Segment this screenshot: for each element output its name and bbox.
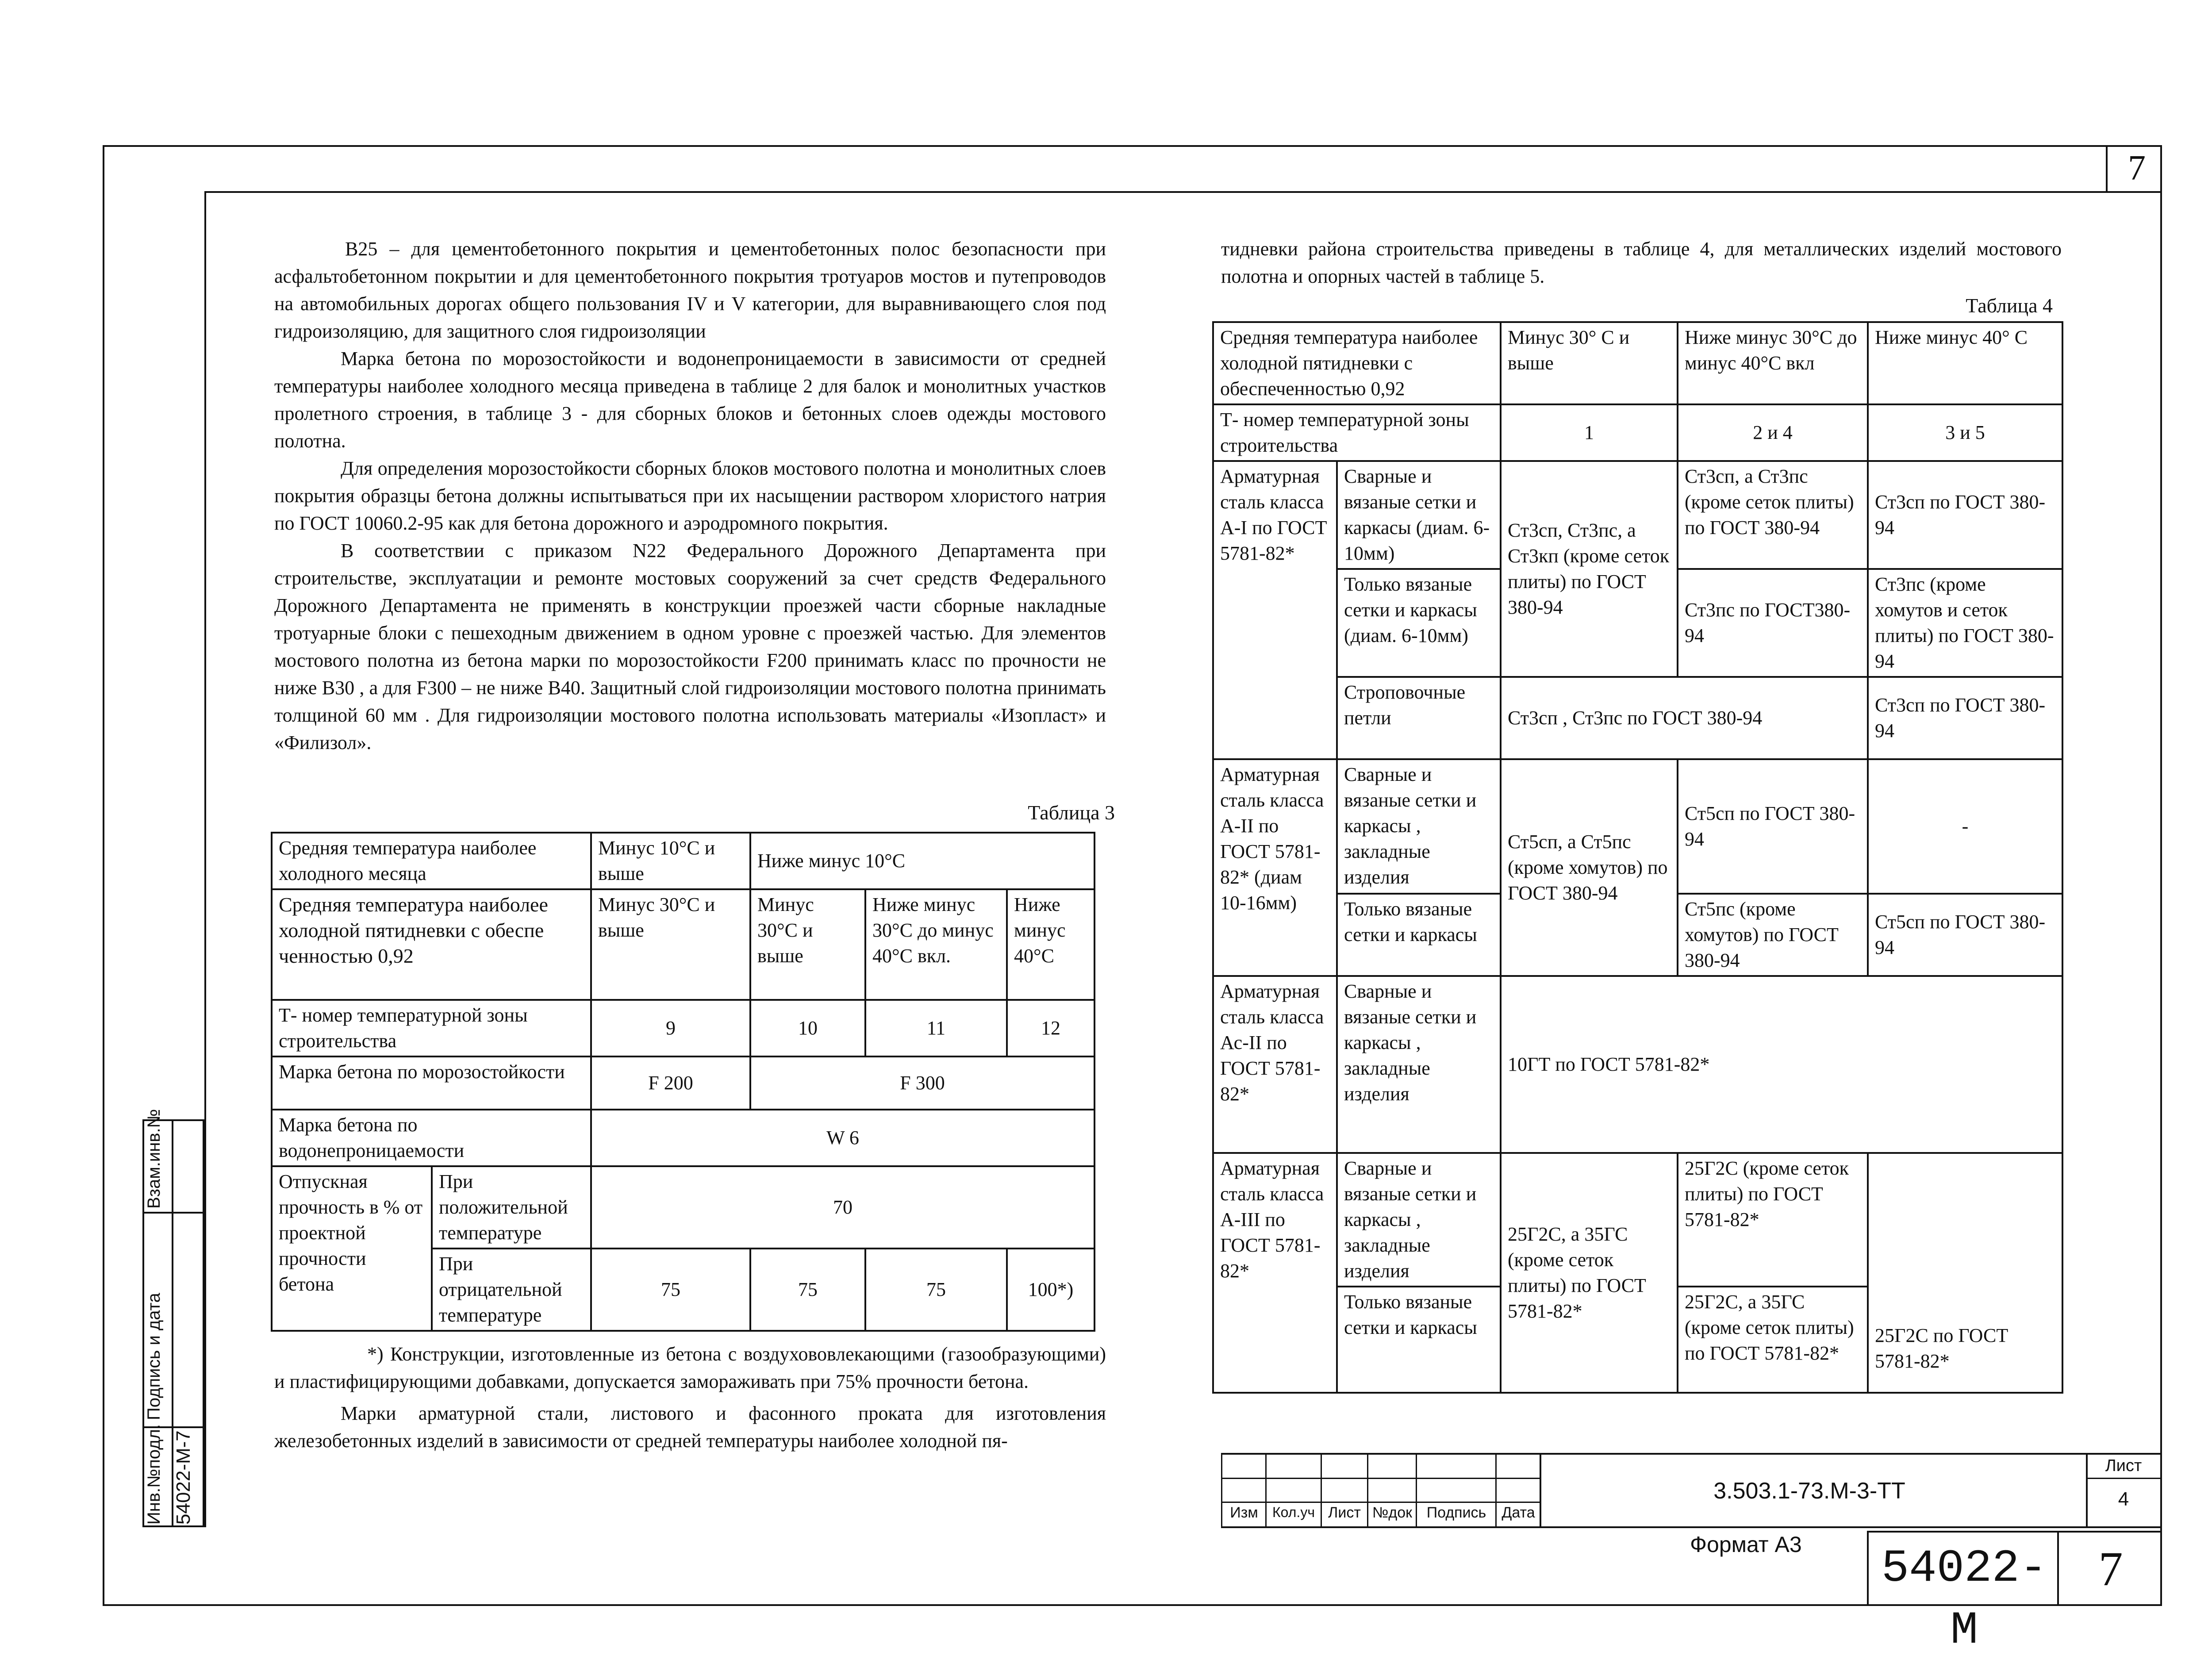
page-number-box (2106, 145, 2108, 191)
table4-g3-name: Арматурная сталь класса Ас-II по ГОСТ 5781-82* (1213, 976, 1337, 1153)
paragraph-frost-test: Для определения морозостойкости сборных блоков мостового полотна и монолитных слоев покрытия образцы бетона должны испытываться при их насыщении раствором хлористого натрия по ГОСТ 10060.2-95 как для бетона дорожного и аэродромного покрытия. (274, 457, 1106, 534)
table4-g4-s1a: 25Г2С, а 35ГС (кроме сеток плиты) по ГОСТ 5781-82* (1501, 1153, 1678, 1393)
table4-g4-s2c-empty (1868, 1153, 2062, 1393)
table4-g4-s2: Только вязаные сетки и каркасы (1337, 1287, 1501, 1393)
table4-g1-s1a: Ст3сп, Ст3пс, а Ст3кп (кроме сеток плиты) по ГОСТ 380-94 (1501, 461, 1678, 677)
footnote: *) Конструкции, изготовленные из бетона с воздухововлекающими (газообразующими) и пластифицирующими добавками, допускается замораживать при 75% прочности бетона. (274, 1343, 1106, 1392)
table4-g1-name: Арматурная сталь класса А-I по ГОСТ 5781-82* (1213, 461, 1337, 759)
doc-number-divider (2057, 1531, 2059, 1606)
table4-h1-b: Ниже минус 30°С до минус 40°С вкл (1678, 322, 1868, 404)
table4-g2-s2b: Ст5пс (кроме хомутов) по ГОСТ 380-94 (1678, 894, 1868, 976)
side-stamp-sign-label: Подпись и дата (144, 1293, 164, 1420)
paragraph-frost-grade: Марка бетона по морозостойкости и водонепроницаемости в зависимости от средней температуры наиболее холодного месяца приведена в таблице 2 для балок и монолитных участков пролетного строения, в таблице 3 - для сборных блоков и бетонных слоев одежды мостового полотна. (274, 348, 1106, 452)
table4-g2-name: Арматурная сталь класса А-II по ГОСТ 5781-82* (диам 10-16мм) (1213, 759, 1337, 976)
inner-frame-top (204, 191, 2162, 193)
table3-r3-a: 9 (591, 1000, 750, 1056)
table4-g4-s2b: 25Г2С, а 35ГС (кроме сеток плиты) по ГОСТ 5781-82* (1678, 1287, 1868, 1393)
table3-r5-header: Марка бетона по водонепроницаемости (272, 1110, 591, 1166)
side-stamp-vzam-label: Взам.инв.№ (144, 1109, 164, 1209)
table4-g1-s3: Строповочные петли (1337, 677, 1501, 759)
table4-g1-s1b: Ст3сп, а Ст3пс (кроме сеток плиты) по ГОСТ 380-94 (1678, 461, 1868, 569)
table4-g2-s1c: - (1868, 759, 2062, 894)
paragraph-table4-intro: тидневки района строительства приведены в таблице 4, для металлических изделий мостового полотна и опорных частей в таблице 5. (1221, 238, 2062, 287)
title-block-col-podpis: Подпись (1426, 1504, 1486, 1521)
table4-g1-s1c: Ст3сп по ГОСТ 380-94 (1868, 461, 2062, 569)
sheet-label: Лист (2105, 1456, 2142, 1475)
paragraph-b25: B25 – для цементобетонного покрытия и цементобетонных полос безопасности при асфальтобетонном покрытии и для цементобетонного покрытия тротуаров мостов и путепроводов на автомобильных дорогах общего пользования IV и V категории, для выравнивающего слоя под гидроизоляцию, для защитного слоя гидроизоляции (274, 238, 1106, 342)
table4-g2-s1b: Ст5сп по ГОСТ 380-94 (1678, 759, 1868, 894)
table4-g3-val: 10ГТ по ГОСТ 5781-82* (1501, 976, 2062, 1153)
table4-h2-c: 3 и 5 (1868, 404, 2062, 461)
table3-r4-a: F 200 (591, 1056, 750, 1110)
table3 (271, 832, 1095, 1332)
table3-r2-c: Ниже минус 30°С до минус 40°С вкл. (865, 889, 1007, 1000)
sheet-box-line (2086, 1478, 2162, 1479)
document-number: 54022-М (1881, 1543, 2047, 1657)
table3-r3-header: Т- номер температурной зоны строительства (272, 1000, 591, 1056)
sheet-box-divider (2086, 1453, 2088, 1528)
table3-r3-d: 12 (1007, 1000, 1094, 1056)
title-block-col-data: Дата (1502, 1504, 1535, 1521)
table3-r4-header: Марка бетона по морозостойкости (272, 1056, 591, 1110)
table4-g4-name: Арматурная сталь класса А-III по ГОСТ 5781-82* (1213, 1153, 1337, 1393)
format-label: Формат А3 (1690, 1532, 1802, 1557)
right-column-intro (1221, 235, 2062, 290)
table3-r6-b: 75 (750, 1249, 865, 1331)
table4-g1-s3c: Ст3сп по ГОСТ 380-94 (1868, 677, 2062, 759)
table3-r3-b: 10 (750, 1000, 865, 1056)
table3-r6-a: 75 (591, 1249, 750, 1331)
table4-g1-s2: Только вязаные сетки и каркасы (диам. 6-10мм) (1337, 569, 1501, 677)
table3-r2-b: Минус 30°С и выше (750, 889, 865, 1000)
table4-g2-s1a: Ст5сп, а Ст5пс (кроме хомутов) по ГОСТ 380-94 (1501, 759, 1678, 976)
table4-g4-s1: Сварные и вязаные сетки и каркасы , закладные изделия (1337, 1153, 1501, 1287)
table3-r5-a: W 6 (591, 1110, 1094, 1166)
table3-r2-a: Минус 30°С и выше (591, 889, 750, 1000)
left-column-text (274, 235, 1106, 757)
table4-g1-s2b: Ст3пс по ГОСТ380-94 (1678, 569, 1868, 677)
table3-r6-sub2: При отрицательной температуре (432, 1249, 591, 1331)
table3-r1-b: Ниже минус 10°С (750, 833, 1094, 889)
table4-h2-b: 2 и 4 (1678, 404, 1868, 461)
inner-frame-left (204, 191, 206, 1527)
side-stamp-inv-label: Инв.№подл. (144, 1424, 164, 1525)
table3-r6-d: 100*) (1007, 1249, 1094, 1331)
table4-g2-s2: Только вязаные сетки и каркасы (1337, 894, 1501, 976)
table3-r4-b: F 300 (750, 1056, 1094, 1110)
table4-g1-s1: Сварные и вязаные сетки и каркасы (диам. 6-10мм) (1337, 461, 1501, 569)
table4-h1-a: Минус 30° С и выше (1501, 322, 1678, 404)
table3-r1-header: Средняя температура наиболее холодного месяца (272, 833, 591, 889)
title-block-col-izm: Изм (1230, 1504, 1258, 1521)
document-code: 3.503.1-73.М-3-ТТ (1713, 1478, 1905, 1504)
page-number-top: 7 (2128, 149, 2146, 188)
table4-g1-s3ab: Ст3сп , Ст3пс по ГОСТ 380-94 (1501, 677, 1868, 759)
table4-h1-label: Средняя температура наиболее холодной пятидневки с обеспеченностью 0,92 (1213, 322, 1501, 404)
table3-r6-v1: 70 (591, 1166, 1094, 1249)
table4 (1212, 321, 2063, 1394)
table4-g4-s1b: 25Г2С (кроме сеток плиты) по ГОСТ 5781-82* (1678, 1153, 1868, 1287)
table3-r3-c: 11 (865, 1000, 1007, 1056)
table3-r6-c: 75 (865, 1249, 1007, 1331)
table4-h2-label: Т- номер температурной зоны строительства (1213, 404, 1501, 461)
table3-r2-header: Средняя температура наиболее холодной пятидневки с обеспе ченностью 0,92 (272, 889, 591, 1000)
left-column-tail (274, 1341, 1106, 1455)
side-stamp-inv-value: 54022-М-7 (173, 1430, 194, 1525)
table4-caption: Таблица 4 (1966, 294, 2053, 317)
table4-g4-s2c: 25Г2С по ГОСТ 5781-82* (1875, 1325, 2008, 1372)
title-block-col-koluch: Кол.уч (1272, 1504, 1315, 1520)
title-block-col-list: Лист (1328, 1504, 1361, 1521)
title-block (1221, 1453, 2162, 1528)
paragraph-order-n22: В соответствии с приказом N22 Федерального Дорожного Департамента при строительстве, эксплуатации и ремонте мостовых сооружений за счет средств Федерального Дорожного Департамента не применять в конструкции проезжей части сборные накладные тротуарные блоки с пешеходным движением в одном уровне с проезжей частью. Для элементов мостового полотна из бетона марки по морозостойкости F200 принимать класс по прочности не ниже В30 , а для F300 – не ниже В40. Защитный слой гидроизоляции мостового полотна принимать толщиной 60 мм . Для гидроизоляции мостового полотна использовать материалы «Изопласт» и «Филизол». (274, 540, 1106, 753)
table4-g2-s2c: Ст5сп по ГОСТ 380-94 (1868, 894, 2062, 976)
table4-g2-s1: Сварные и вязаные сетки и каркасы , закладные изделия (1337, 759, 1501, 894)
table4-h2-a: 1 (1501, 404, 1678, 461)
sheet-number: 4 (2118, 1488, 2129, 1510)
table3-r6-header: Отпускная прочность в % от проектной прочности бетона (272, 1166, 432, 1331)
title-block-col-ndok: №док (1372, 1504, 1413, 1521)
table3-r2-d: Ниже минус 40°С (1007, 889, 1094, 1000)
table4-g1-s2c: Ст3пс (кроме хомутов и сеток плиты) по ГОСТ 380-94 (1868, 569, 2062, 677)
paragraph-rebar-grades: Марки арматурной стали, листового и фасонного проката для изготовления железобетонных изделий в зависимости от средней температуры наиболее холодной пя- (274, 1402, 1106, 1452)
table3-r6-sub1: При положительной температуре (432, 1166, 591, 1249)
table3-caption: Таблица 3 (1028, 801, 1115, 824)
page-number-bottom: 7 (2098, 1542, 2123, 1596)
table4-g3-s1: Сварные и вязаные сетки и каркасы , закладные изделия (1337, 976, 1501, 1153)
table3-r1-a: Минус 10°С и выше (591, 833, 750, 889)
table4-h1-c: Ниже минус 40° С (1868, 322, 2062, 404)
